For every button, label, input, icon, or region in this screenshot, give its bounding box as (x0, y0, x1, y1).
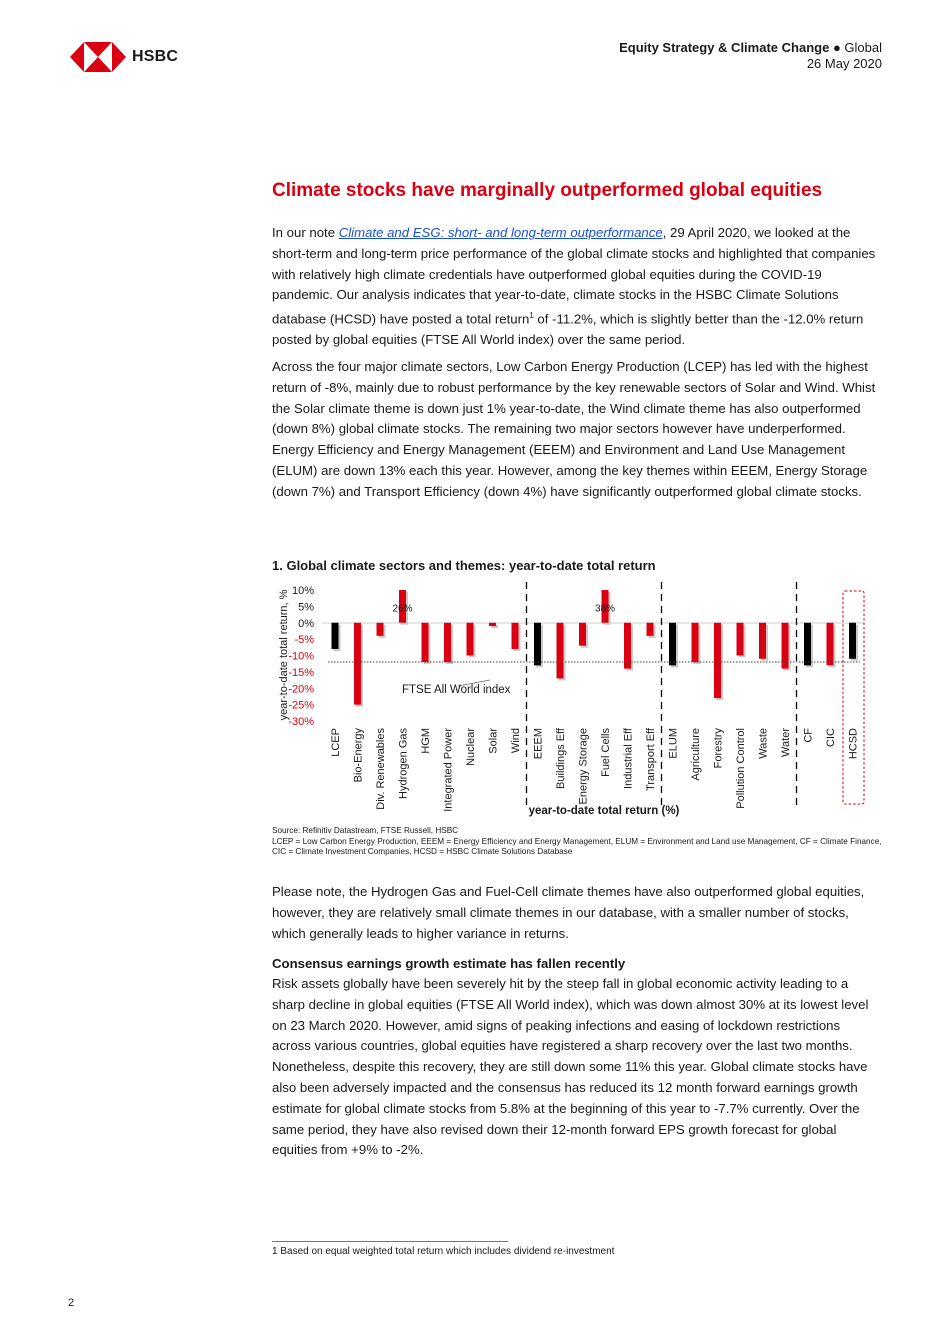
category-label: Div. Renewables (375, 728, 387, 810)
paragraph-1-pre: In our note (272, 225, 339, 240)
category-label: Forestry (712, 728, 725, 769)
paragraph-4: Risk assets globally have been severely hit by the steep fall in global economic activity leading to a sharp decline in global equities (FTSE All World index), which was down almost 30% at its lowest level on 23 March 2020. However, amid signs of peaking infections and easing of lockdown restrictions across various countries, global equities have registered a sharp recovery over the last two months. Nonetheless, despite this recovery, they are still down some 11% this year. Global climate stocks have also been adversely impacted and the consensus has reduced its 12 month forward earnings growth estimate for global climate stocks from 5.8% at the beginning of this year to -7.7% currently. Over the same period, they have also revised down their 12-month forward EPS growth forecast for global equities from +9% to -2%. (272, 976, 869, 1158)
y-tick-label: 10% (291, 585, 314, 597)
section-title: Climate stocks have marginally outperformed global equities (272, 180, 823, 201)
y-tick-label: -20% (288, 683, 314, 696)
bar (827, 623, 834, 666)
bar (714, 623, 721, 698)
y-axis-label: year-to-date total return, % (278, 589, 290, 721)
category-label: Pollution Control (735, 728, 747, 809)
figure-title: 1. Global climate sectors and themes: year-to-date total return (272, 558, 656, 573)
returns-bar-chart (268, 580, 888, 820)
bar-value-label: 26% (392, 603, 413, 615)
bar (332, 623, 339, 649)
category-label: LCEP (330, 728, 342, 757)
report-date: 26 May 2020 (806, 56, 882, 71)
y-tick-label: -5% (294, 634, 314, 647)
category-label: ELUM (667, 728, 680, 759)
bar (489, 623, 496, 626)
logo-wordmark: HSBC (132, 48, 179, 65)
y-tick-label: -25% (288, 699, 314, 712)
subheading: Consensus earnings growth estimate has fallen recently (272, 956, 626, 971)
category-label: Buildings Eff (555, 728, 567, 789)
footnote-rule (272, 1241, 508, 1242)
bar (467, 623, 474, 656)
hsbc-hexagon-icon (70, 42, 126, 72)
category-label: Agriculture (690, 728, 702, 781)
paragraph-2: Across the four major climate sectors, Low Carbon Energy Production (LCEP) has led with the highest return of -8%, mainly due to robust performance by the key renewable sectors of Solar and Wind. Whist the Solar climate theme is down just 1% year-to-date, the Wind climate theme has also outperformed (down 8%) global climate stocks. The remaining two major sectors however have underperformed. Energy Efficiency and Energy Management (EEEM) and Environment and Land Use Management (ELUM) are down 13% each this year. However, among the key themes within EEEM, Energy Storage (down 7%) and Transport Efficiency (down 4%) have significantly outperformed global climate stocks. (272, 359, 876, 499)
category-label: Transport Eff (645, 728, 657, 791)
page-header (619, 40, 882, 72)
benchmark-label: FTSE All World index (402, 684, 511, 696)
category-label: Bio-Energy (352, 728, 365, 783)
bar-value-label: 38% (594, 603, 616, 615)
abbreviation-note: LCEP = Low Carbon Energy Production, EEEM = Energy Efficiency and Energy Management, ELUM = Environment and Land use Management, CF = Climate Finance, CIC = Climate Investment Companies, HCSD = HSBC Climate Solutions Database (272, 836, 882, 856)
category-label: Waste (757, 728, 770, 759)
bar (759, 623, 766, 659)
bar (422, 623, 429, 662)
paragraph-1 (272, 223, 882, 351)
note-link[interactable]: Climate and ESG: short- and long-term outperformance (338, 225, 663, 240)
y-tick-label: -30% (288, 716, 314, 728)
category-label: Solar (487, 728, 500, 754)
bar (804, 623, 811, 666)
x-axis-label: year-to-date total return (%) (528, 805, 680, 817)
category-label: EEEM (532, 728, 545, 760)
footnote-ref: 1 (529, 311, 534, 321)
figure-source (272, 826, 884, 858)
category-label: Energy Storage (577, 728, 590, 805)
paragraph-3: Please note, the Hydrogen Gas and Fuel-Cell climate themes have also outperformed global equities, however, they are relatively small climate themes in our database, with a smaller number of stocks, which generally leads to higher variance in returns. (272, 884, 865, 941)
bar (647, 623, 654, 636)
category-label: CIC (825, 728, 837, 747)
bar (512, 623, 519, 649)
category-label: Integrated Power (442, 728, 455, 812)
bar (737, 623, 744, 656)
paragraph-1-post: of -11.2%, which is slightly better than the -12.0% return posted by global equities (FTSE All World index) over the same period. (272, 311, 864, 348)
bullet-separator: ● (832, 40, 841, 55)
category-label: Nuclear (465, 728, 477, 766)
y-tick-label: 5% (298, 601, 314, 614)
category-label: HCSD (847, 728, 860, 760)
category-label: Industrial Eff (622, 728, 635, 789)
bar (444, 623, 451, 662)
bar (377, 623, 384, 636)
hsbc-logo (70, 42, 178, 72)
footnote: 1 Based on equal weighted total return which includes dividend re-investment (272, 1246, 615, 1257)
category-label: CF (802, 728, 815, 743)
bar (692, 623, 699, 662)
source-line: Source: Refinitiv Datastream, FTSE Russell, HSBC (272, 826, 459, 835)
category-label: Water (780, 728, 792, 757)
category-label: Hydrogen Gas (397, 728, 410, 799)
y-tick-label: -15% (288, 666, 314, 679)
bar (534, 623, 541, 666)
bar (849, 623, 856, 659)
y-tick-label: 0% (298, 617, 314, 630)
paragraph-1-mid: , 29 April 2020, we looked at the short-term and long-term price performance of the global climate stocks and highlighted that companies with relatively high climate credentials have outperformed global equities during the COVID-19 pandemic. Our analysis indicates that year-to-date, climate stocks in the HSBC Climate Solutions database (HCSD) have posted a total return (272, 225, 876, 327)
category-label: Wind (510, 728, 522, 754)
bar (354, 623, 361, 705)
y-tick-label: -10% (288, 650, 314, 663)
page-number: 2 (68, 1297, 75, 1309)
category-label: Fuel Cells (600, 728, 612, 777)
bar (557, 623, 564, 679)
bar (669, 623, 676, 666)
bar (579, 623, 586, 646)
category-label: HGM (420, 728, 432, 754)
report-series: Equity Strategy & Climate Change (619, 40, 830, 55)
report-region: Global (844, 40, 882, 55)
